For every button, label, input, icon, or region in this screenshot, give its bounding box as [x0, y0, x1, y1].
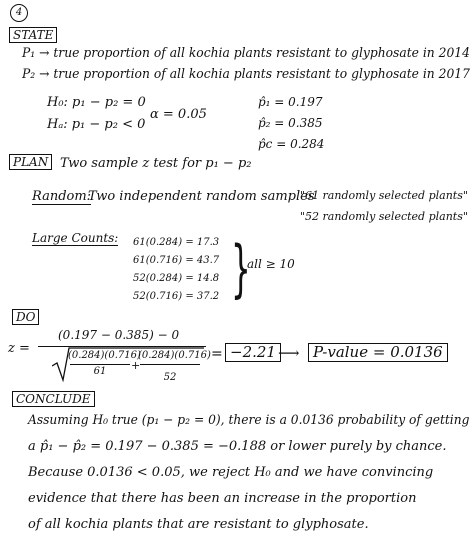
den-term2-bar	[140, 364, 200, 365]
p-value: P-value = 0.0136	[308, 343, 448, 362]
count-4: 52(0.716) = 37.2	[133, 291, 220, 302]
conclusion-line-3: Because 0.0136 < 0.05, we reject H₀ and we have convincing	[28, 465, 434, 480]
test-name: Two sample z test for p₁ − p₂	[60, 156, 252, 171]
random-text: Two independent random samples	[88, 189, 315, 204]
alt-hypothesis: Hₐ: p₁ − p₂ < 0	[47, 117, 146, 132]
p1-definition: P₁ → true proportion of all kochia plants resistant to glyphosate in 2014	[22, 46, 470, 61]
den-term1-den: 61	[93, 366, 107, 377]
alpha-level: α = 0.05	[150, 107, 207, 122]
result-arrow: ⟶	[278, 344, 300, 362]
conclusion-line-1: Assuming H₀ true (p₁ − p₂ = 0), there is a 0.0136 probability of getting	[28, 413, 470, 428]
problem-number: 4	[10, 4, 28, 22]
large-counts-label: Large Counts:	[32, 231, 119, 245]
null-hypothesis: H₀: p₁ − p₂ = 0	[47, 95, 146, 110]
sample2-quote: "52 randomly selected plants"	[300, 210, 468, 223]
z-equals: =	[211, 346, 223, 362]
pc-hat: p̂c = 0.284	[258, 137, 325, 151]
den-term1-bar	[70, 364, 130, 365]
den-term2-num: (0.284)(0.716)	[138, 350, 211, 361]
conclusion-line-5: of all kochia plants that are resistant to glyphosate.	[28, 517, 369, 532]
z-numerator: (0.197 − 0.385) − 0	[58, 328, 180, 342]
counts-brace: }	[231, 232, 251, 305]
z-label: z =	[8, 341, 30, 356]
p2-definition: P₂ → true proportion of all kochia plants resistant to glyphosate in 2017	[22, 67, 470, 82]
conclusion-line-4: evidence that there has been an increase in the proportion	[28, 491, 417, 506]
den-term1-num: (0.284)(0.716)	[68, 350, 141, 361]
state-heading: STATE	[9, 27, 57, 43]
count-3: 52(0.284) = 14.8	[133, 273, 220, 284]
den-plus: +	[131, 359, 141, 372]
plan-heading: PLAN	[9, 154, 52, 170]
conclusion-line-2: a p̂₁ − p̂₂ = 0.197 − 0.385 = −0.188 or lower purely by chance.	[28, 439, 447, 454]
counts-conclusion: all ≥ 10	[247, 257, 295, 271]
sample1-quote: "61 randomly selected plants"	[300, 189, 468, 202]
p1-hat: p̂₁ = 0.197	[258, 95, 323, 109]
p2-hat: p̂₂ = 0.385	[258, 116, 323, 130]
random-label: Random:	[32, 189, 92, 204]
count-2: 61(0.716) = 43.7	[133, 255, 220, 266]
den-term2-den: 52	[163, 372, 177, 383]
z-value: −2.21	[225, 343, 281, 362]
conclude-heading: CONCLUDE	[12, 391, 95, 407]
do-heading: DO	[12, 309, 39, 325]
count-1: 61(0.284) = 17.3	[133, 237, 220, 248]
